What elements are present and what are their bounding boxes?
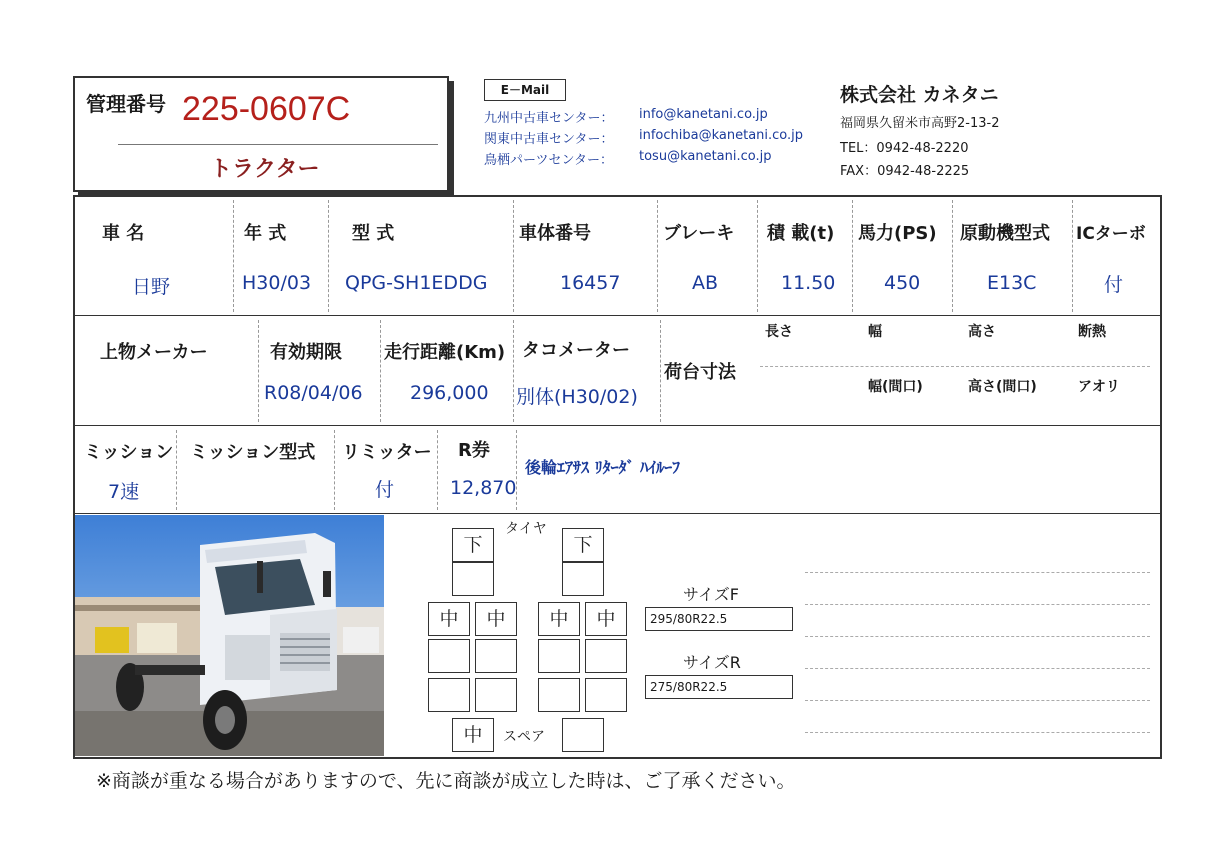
email-tag: E－Mail bbox=[484, 79, 566, 101]
value-ic-turbo: 付 bbox=[1104, 274, 1124, 296]
tire-front-right bbox=[562, 562, 604, 596]
tractor-truck-image bbox=[75, 515, 384, 756]
column-separator bbox=[233, 200, 234, 312]
tire-size-front: 295/80R22.5 bbox=[645, 607, 793, 631]
company-address: 福岡県久留米市高野2-13-2 bbox=[840, 116, 1000, 131]
header-body-maker: 上物メーカー bbox=[100, 342, 208, 363]
dimension-label-side-gate: アオリ bbox=[1078, 379, 1120, 395]
dimension-label-opening-height: 高さ(間口) bbox=[968, 379, 1037, 395]
value-mileage: 296,000 bbox=[410, 382, 489, 404]
tire-rear1-left-inner: 中 bbox=[475, 602, 517, 636]
value-load-capacity: 11.50 bbox=[781, 272, 836, 294]
disclaimer: ※商談が重なる場合がありますので、先に商談が成立した時は、ご了承ください。 bbox=[96, 770, 796, 792]
value-limiter: 付 bbox=[375, 479, 395, 501]
tire-front-left bbox=[452, 562, 494, 596]
header-r-ticket: R券 bbox=[458, 440, 490, 461]
column-separator bbox=[437, 430, 438, 510]
tire-rear3-right-outer bbox=[585, 678, 627, 712]
tire-rear3-left-inner bbox=[475, 678, 517, 712]
tire-rear1-left-outer: 中 bbox=[428, 602, 470, 636]
row-divider bbox=[73, 315, 1162, 316]
header-chassis-number: 車体番号 bbox=[519, 223, 591, 244]
note-line bbox=[805, 636, 1150, 637]
header-tachometer: タコメーター bbox=[522, 340, 630, 361]
tire-rear3-left-outer bbox=[428, 678, 470, 712]
note-line bbox=[805, 668, 1150, 669]
header-load-capacity: 積 載(t) bbox=[767, 223, 835, 244]
value-tachometer: 別体(H30/02) bbox=[516, 386, 638, 408]
header-transmission: ミッション bbox=[84, 442, 174, 463]
note-line bbox=[805, 700, 1150, 701]
email-address[interactable]: info@kanetani.co.jp bbox=[639, 107, 768, 122]
tire-size-rear-label: サイズR bbox=[683, 653, 741, 672]
column-separator bbox=[176, 430, 177, 510]
header-limiter: リミッター bbox=[342, 442, 432, 463]
tire-size-rear: 275/80R22.5 bbox=[645, 675, 793, 699]
header-mileage: 走行距離(Km) bbox=[384, 342, 506, 363]
value-chassis-number: 16457 bbox=[560, 272, 621, 294]
tire-rear1-right-inner: 中 bbox=[538, 602, 580, 636]
tire-rear1-right-outer: 中 bbox=[585, 602, 627, 636]
company-tel: TEL：0942-48-2220 bbox=[840, 141, 969, 156]
value-brake: AB bbox=[692, 272, 719, 294]
header-engine-model: 原動機型式 bbox=[960, 223, 1050, 244]
dimension-divider bbox=[760, 366, 1150, 367]
note-line bbox=[805, 732, 1150, 733]
vehicle-notes: 後輪ｴｱｻｽ ﾘﾀｰﾀﾞ ﾊｲﾙｰﾌ bbox=[525, 458, 681, 477]
header-vehicle-name: 車 名 bbox=[102, 223, 145, 244]
dimension-label-length: 長さ bbox=[765, 324, 793, 340]
header-transmission-model: ミッション型式 bbox=[190, 442, 316, 463]
column-separator bbox=[660, 320, 661, 422]
email-entry-name: 九州中古車センター： bbox=[484, 111, 614, 126]
email-entry-kyushu bbox=[484, 107, 768, 126]
column-separator bbox=[258, 320, 259, 422]
tire-rear3-right-inner bbox=[538, 678, 580, 712]
row-divider bbox=[73, 513, 1162, 514]
tire-rear2-left-inner bbox=[475, 639, 517, 673]
value-horsepower: 450 bbox=[884, 272, 921, 294]
dimension-label-opening-width: 幅(間口) bbox=[868, 379, 923, 395]
email-entry-name: 関東中古車センター： bbox=[484, 132, 614, 147]
value-model-code: QPG-SH1EDDG bbox=[345, 272, 488, 294]
value-r-ticket: 12,870 bbox=[450, 477, 517, 499]
tire-rear2-right-outer bbox=[585, 639, 627, 673]
tire-size-front-label: サイズF bbox=[683, 585, 739, 604]
value-transmission: 7速 bbox=[108, 481, 140, 503]
vehicle-photo bbox=[75, 515, 384, 756]
company-fax: FAX：0942-48-2225 bbox=[840, 164, 970, 179]
email-entry-kanto bbox=[484, 128, 804, 147]
column-separator bbox=[1072, 200, 1073, 312]
company-name: 株式会社 カネタニ bbox=[840, 84, 999, 106]
value-engine-model: E13C bbox=[987, 272, 1037, 294]
tire-lower-left: 下 bbox=[452, 528, 494, 562]
tire-spare-2 bbox=[562, 718, 604, 752]
value-inspection-expiry: R08/04/06 bbox=[264, 382, 363, 404]
dimension-label-height: 高さ bbox=[968, 324, 996, 340]
header-divider bbox=[118, 144, 438, 145]
column-separator bbox=[380, 320, 381, 422]
column-separator bbox=[852, 200, 853, 312]
spare-label: スペア bbox=[503, 729, 545, 745]
management-number: 225-0607C bbox=[182, 90, 351, 128]
header-model-code: 型 式 bbox=[352, 223, 395, 244]
column-separator bbox=[513, 320, 514, 422]
vehicle-type: トラクター bbox=[210, 157, 320, 182]
column-separator bbox=[657, 200, 658, 312]
header-brake: ブレーキ bbox=[663, 223, 735, 244]
column-separator bbox=[328, 200, 329, 312]
tire-lower-right: 下 bbox=[562, 528, 604, 562]
tire-spare: 中 bbox=[452, 718, 494, 752]
header-model-year: 年 式 bbox=[244, 223, 287, 244]
column-separator bbox=[952, 200, 953, 312]
header-bed-dimensions: 荷台寸法 bbox=[664, 362, 736, 383]
email-entry-tosu bbox=[484, 149, 772, 168]
note-line bbox=[805, 572, 1150, 573]
column-separator bbox=[757, 200, 758, 312]
column-separator bbox=[513, 200, 514, 312]
note-line bbox=[805, 604, 1150, 605]
email-address[interactable]: infochiba@kanetani.co.jp bbox=[639, 128, 804, 143]
management-number-label: 管理番号 bbox=[86, 92, 166, 116]
header-horsepower: 馬力(PS) bbox=[858, 223, 937, 244]
column-separator bbox=[334, 430, 335, 510]
row-divider bbox=[73, 425, 1162, 426]
email-address[interactable]: tosu@kanetani.co.jp bbox=[639, 149, 772, 164]
tire-rear2-right-inner bbox=[538, 639, 580, 673]
dimension-label-width: 幅 bbox=[868, 324, 882, 340]
value-model-year: H30/03 bbox=[242, 272, 312, 294]
tire-rear2-left-outer bbox=[428, 639, 470, 673]
header-ic-turbo: ICターボ bbox=[1076, 224, 1146, 244]
email-entry-name: 鳥栖パーツセンター： bbox=[484, 153, 613, 168]
dimension-label-insulation: 断熱 bbox=[1078, 324, 1106, 340]
header-inspection-expiry: 有効期限 bbox=[270, 342, 342, 363]
value-vehicle-name: 日野 bbox=[132, 276, 171, 298]
tire-title: タイヤ bbox=[505, 521, 547, 537]
